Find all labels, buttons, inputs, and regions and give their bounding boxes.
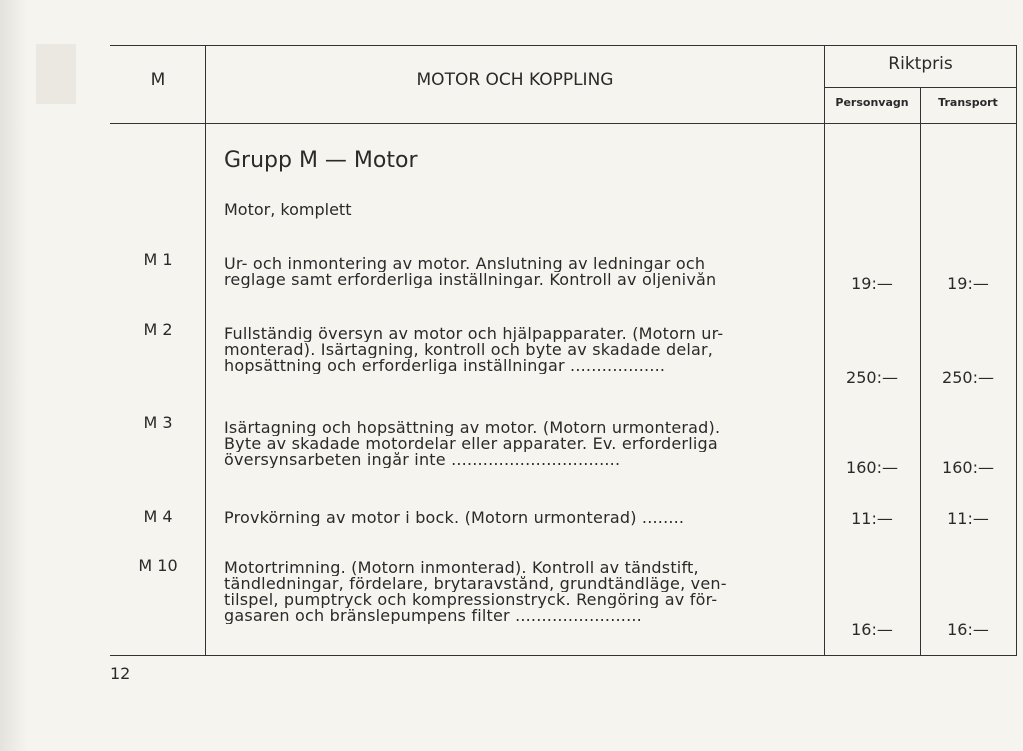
price-personvagn: 160:— <box>846 458 898 477</box>
price-personvagn: 250:— <box>846 368 898 387</box>
description-line: tändledningar, fördelare, brytaravstånd, grundtändläge, ven- <box>224 576 727 592</box>
price-column-header: Riktpris <box>888 54 953 74</box>
table-right-border <box>1016 45 1017 655</box>
book-spine-shadow <box>0 0 28 751</box>
subgroup-title: Motor, komplett <box>224 200 352 219</box>
description-line: Fullständig översyn av motor och hjälpapparater. (Motorn ur- <box>224 326 724 342</box>
table-top-rule <box>110 45 1017 46</box>
row-description <box>224 326 809 374</box>
row-description <box>224 560 809 624</box>
row-description <box>224 256 809 288</box>
description-line: Ur- och inmontering av motor. Anslutning av ledningar och <box>224 256 706 272</box>
row-code: M 10 <box>138 556 178 575</box>
row-code: M 4 <box>143 507 173 526</box>
row-code: M 1 <box>143 250 173 269</box>
row-description <box>224 510 809 526</box>
description-line: monterad). Isärtagning, kontroll och byte av skadade delar, <box>224 342 714 358</box>
section-title: MOTOR OCH KOPPLING <box>416 70 614 90</box>
description-line: gasaren och bränslepumpens filter ........................ <box>224 608 642 624</box>
row-code: M 2 <box>143 320 173 339</box>
table-bottom-rule <box>110 655 1017 656</box>
page-number: 12 <box>110 664 131 683</box>
price-transport: 11:— <box>947 509 989 528</box>
description-line: Motortrimning. (Motorn inmonterad). Kontroll av tändstift, <box>224 560 699 576</box>
price-column-divider <box>824 45 825 655</box>
price-personvagn: 11:— <box>851 509 893 528</box>
passenger-car-header: Personvagn <box>835 96 909 109</box>
price-transport: 19:— <box>947 274 989 293</box>
header-bottom-rule <box>110 123 1017 124</box>
description-line: hopsättning och erforderliga inställningar .................. <box>224 358 666 374</box>
page-bleed-through <box>36 44 76 104</box>
description-line: Provkörning av motor i bock. (Motorn urmonterad) ........ <box>224 510 685 526</box>
description-line: tilspel, pumptryck och kompressionstryck. Rengöring av för- <box>224 592 718 608</box>
description-line: Isärtagning och hopsättning av motor. (Motorn urmonterad). <box>224 420 721 436</box>
price-transport: 250:— <box>942 368 994 387</box>
price-transport: 160:— <box>942 458 994 477</box>
description-line: Byte av skadade motordelar eller apparater. Ev. erforderliga <box>224 436 718 452</box>
row-description <box>224 420 809 468</box>
group-title: Grupp M — Motor <box>224 148 418 173</box>
price-personvagn: 16:— <box>851 620 893 639</box>
price-transport: 16:— <box>947 620 989 639</box>
description-line: översynsarbeten ingår inte ................................ <box>224 452 621 468</box>
price-personvagn: 19:— <box>851 274 893 293</box>
description-line: reglage samt erforderliga inställningar. Kontroll av oljenivån <box>224 272 717 288</box>
code-column-header: M <box>150 70 166 90</box>
row-code: M 3 <box>143 413 173 432</box>
transport-header: Transport <box>938 96 998 109</box>
